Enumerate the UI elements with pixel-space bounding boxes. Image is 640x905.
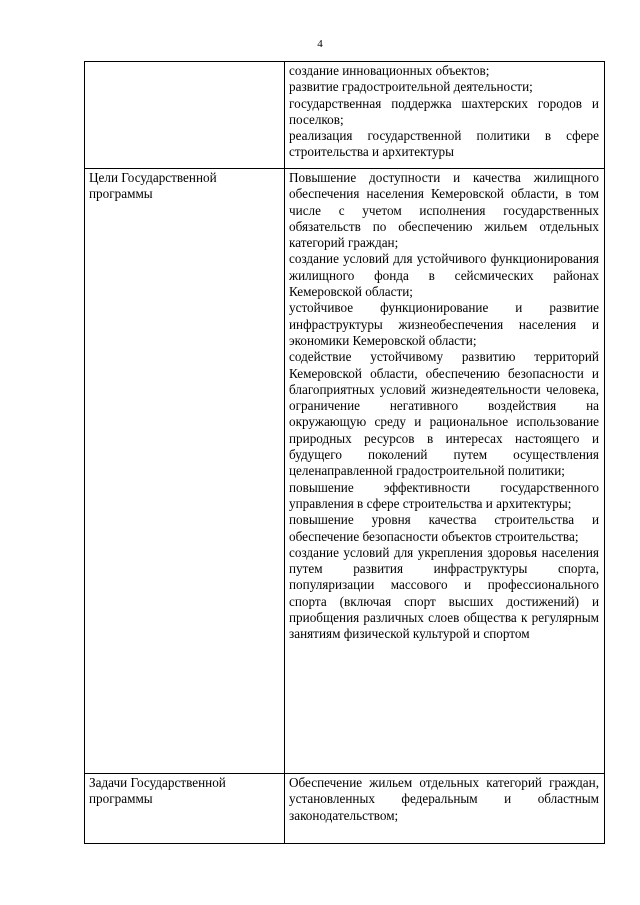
- row-content: [285, 169, 605, 774]
- list-item: реализация государственной политики в сфере строительства и архитектуры: [289, 128, 599, 160]
- table-row: [85, 169, 605, 774]
- page-number: 4: [317, 38, 323, 50]
- list-item: государственная поддержка шахтерских городов и поселков;: [289, 95, 599, 127]
- list-item: повышение эффективности государственного управления в сфере строительства и архитектуры;: [289, 479, 599, 511]
- row-content: [285, 774, 605, 844]
- list-item: создание условий для устойчивого функционирования жилищного фонда в сейсмических районах Кемеровской области;: [289, 251, 599, 300]
- list-item: содействие устойчивому развитию территорий Кемеровской области, обеспечению безопасности и благоприятных условий жизнедеятельности человека, ограничение негативного воздействия на окружающую среду и рациональное использование природных ресурсов в интересах настоящего и будущего поколений путем осуществления целенаправленной градостроительной политики;: [289, 349, 599, 479]
- list-item: Обеспечение жильем отдельных категорий граждан, установленных федеральным и областным законодательством;: [289, 775, 599, 823]
- list-item: повышение уровня качества строительства и обеспечение безопасности объектов строительства;: [289, 512, 599, 544]
- list-item: Повышение доступности и качества жилищного обеспечения населения Кемеровской области, в том числе с учетом исполнения государственных обязательств по обеспечению жильем отдельных категорий граждан;: [289, 170, 599, 251]
- row-content: [285, 62, 605, 169]
- table-row: [85, 62, 605, 169]
- list-item: создание условий для укрепления здоровья населения путем развития инфраструктуры спорта, популяризации массового и профессионального спорта (включая спорт высших достижений) и приобщения различных слоев общества к регулярным занятиям физической культурой и спортом: [289, 544, 599, 642]
- program-passport-table: [84, 61, 605, 844]
- list-item: создание инновационных объектов;: [289, 63, 490, 78]
- row-label: Цели Государственной программы: [85, 169, 285, 774]
- table-row: [85, 774, 605, 844]
- row-label: [85, 62, 285, 169]
- list-item: устойчивое функционирование и развитие инфраструктуры жизнеобеспечения населения и экономики Кемеровской области;: [289, 300, 599, 348]
- row-label: Задачи Государственной программы: [85, 774, 285, 844]
- list-item: развитие градостроительной деятельности;: [289, 79, 533, 95]
